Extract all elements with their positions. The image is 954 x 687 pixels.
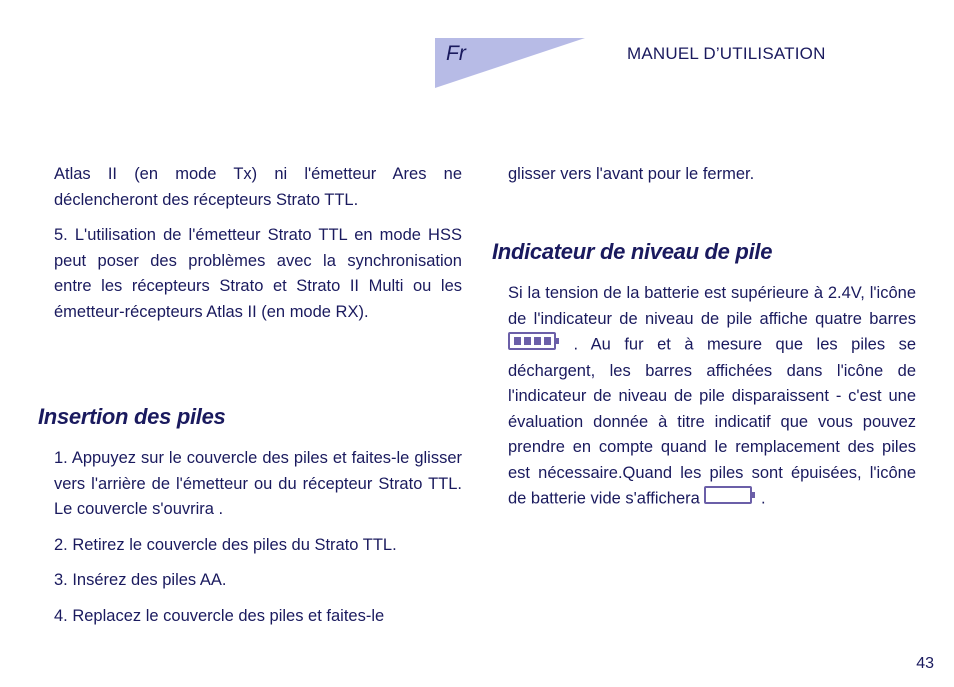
battery-full-icon [508, 332, 560, 359]
step-4: 4. Replacez le couvercle des piles et faites-le [54, 606, 385, 625]
continuation-text: glisser vers l'avant pour le fermer. [508, 165, 755, 183]
intro-paragraph: Atlas II (en mode Tx) ni l'émetteur Ares ne déclencheront des récepteurs Strato TTL. [54, 165, 462, 209]
battery-indicator-paragraph [508, 281, 916, 513]
section-heading-battery-indicator: Indicateur de niveau de pile [492, 239, 773, 264]
battery-insertion-steps [54, 446, 462, 629]
step-1: 1. Appuyez sur le couvercle des piles et faites-le glisser vers l'arrière de l'émetteur ou du récepteur Strato TTL. Le couvercle s'ouvrira . [54, 449, 462, 518]
page-number: 43 [916, 655, 934, 672]
manual-title: MANUEL D’UTILISATION [627, 44, 826, 63]
note-item-5: 5. L'utilisation de l'émetteur Strato TTL en mode HSS peut poser des problèmes avec la synchronisation entre les récepteurs Strato et Strato II Multi ou les émetteur-récepteurs Atlas II (en mode RX). [54, 226, 462, 321]
battery-para-part2: . Au fur et à mesure que les piles se déchargent, les barres affichées dans l'icône de l'indicateur de niveau de pile disparaissent - c'est une évaluation donnée à titre indicatif que vous pouvez prendre en compte quand le remplacement des piles est nécessaire.Quand les piles sont épuisées, l'icône de batterie vide s'affichera [508, 335, 916, 508]
language-label: Fr [446, 42, 466, 65]
right-column [508, 162, 916, 188]
battery-empty-icon [704, 486, 756, 513]
step-3: 3. Insérez des piles AA. [54, 571, 227, 589]
battery-para-end: . [760, 489, 766, 508]
battery-para-part1: Si la tension de la batterie est supérieure à 2.4V, l'icône de l'indicateur de niveau de pile affiche quatre barres [508, 284, 916, 328]
step-2: 2. Retirez le couvercle des piles du Strato TTL. [54, 535, 397, 554]
section-heading-battery-insertion: Insertion des piles [38, 404, 226, 429]
left-column [54, 162, 462, 325]
battery-indicator-text [508, 281, 916, 513]
